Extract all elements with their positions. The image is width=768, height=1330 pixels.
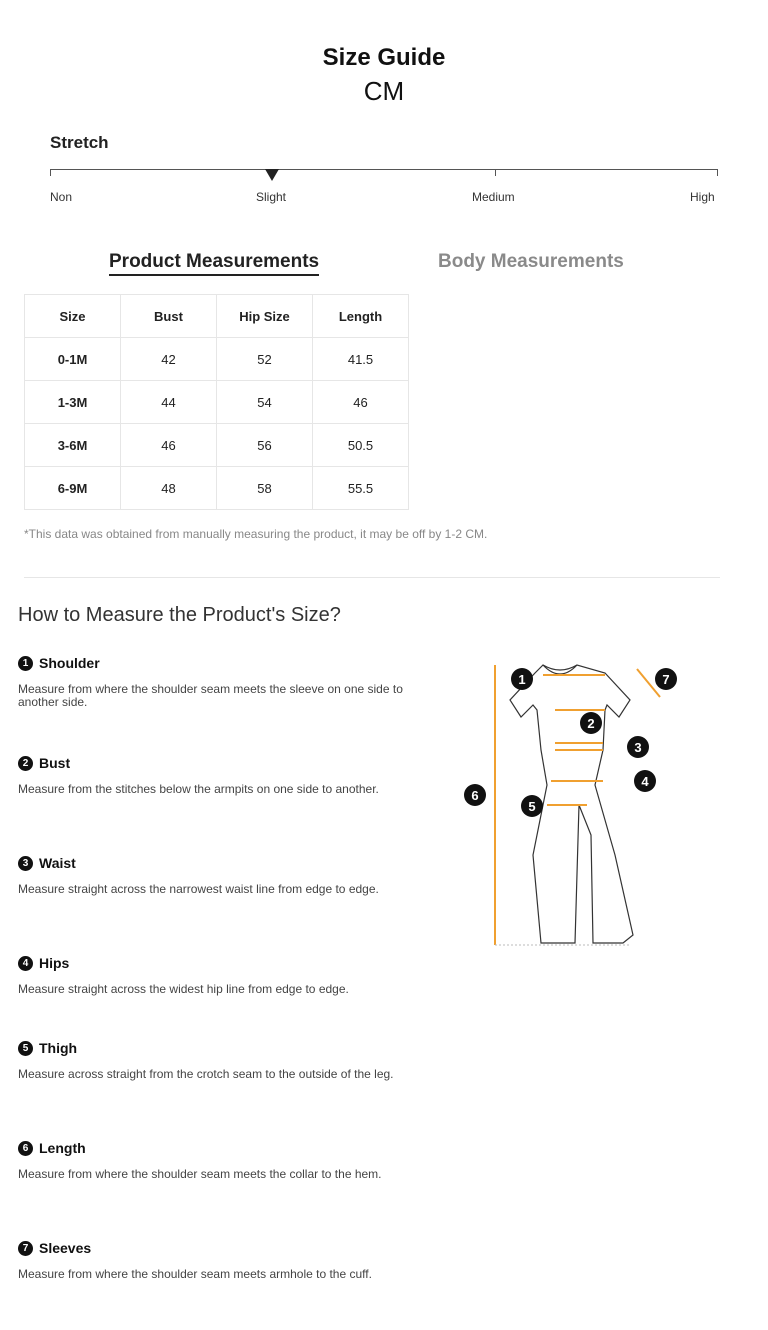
- table-cell: 58: [217, 467, 313, 510]
- diagram-label-2: 2: [587, 716, 595, 731]
- table-row: [25, 381, 409, 424]
- table-header-cell: Bust: [121, 295, 217, 338]
- table-header-cell: Size: [25, 295, 121, 338]
- section-divider: [24, 577, 720, 578]
- size-guide-title: Size Guide: [322, 44, 446, 71]
- table-cell-size: 0-1M: [25, 338, 121, 381]
- table-cell: 44: [121, 381, 217, 424]
- how-to-measure-heading: How to Measure the Product's Size?: [18, 604, 341, 626]
- stretch-level-medium: Medium: [472, 190, 515, 204]
- measure-lines: [495, 665, 660, 945]
- diagram-label-4: 4: [641, 774, 649, 789]
- stretch-selected-marker-icon: [265, 169, 279, 181]
- table-header-cell: Length: [313, 295, 409, 338]
- stretch-level-non: Non: [50, 190, 73, 204]
- measure-name: Bust: [39, 755, 71, 771]
- stretch-scale-line: [50, 169, 718, 170]
- tab-body-measurements[interactable]: Body Measurements: [438, 251, 624, 272]
- table-cell: 46: [313, 381, 409, 424]
- table-header-row: [25, 295, 409, 338]
- measure-description: Measure straight across the widest hip line from edge to edge.: [18, 982, 349, 996]
- diagram-label-6: 6: [471, 788, 479, 803]
- diagram-label-1: 1: [518, 672, 526, 687]
- table-row: [25, 338, 409, 381]
- measure-item-sleeves: [18, 1240, 413, 1281]
- diagram-label-5: 5: [528, 799, 536, 814]
- jumpsuit-measurement-diagram: [455, 655, 685, 955]
- number-1-icon: 1: [18, 656, 33, 671]
- number-2-icon: 2: [18, 756, 33, 771]
- stretch-tick-medium: [495, 169, 496, 176]
- measure-description: Measure from where the shoulder seam meets the sleeve on one side to another side.: [18, 682, 403, 709]
- measure-description: Measure from where the shoulder seam meets the collar to the hem.: [18, 1167, 382, 1181]
- table-cell-size: 3-6M: [25, 424, 121, 467]
- measure-item-bust: [18, 755, 413, 796]
- table-cell: 48: [121, 467, 217, 510]
- diagram-label-3: 3: [634, 740, 642, 755]
- measure-item-thigh: [18, 1040, 413, 1081]
- measure-name: Length: [39, 1140, 86, 1156]
- measure-item-waist: [18, 855, 413, 896]
- number-4-icon: 4: [18, 956, 33, 971]
- measure-description: Measure straight across the narrowest waist line from edge to edge.: [18, 882, 379, 896]
- measure-name: Shoulder: [39, 655, 100, 671]
- stretch-tick-non: [50, 169, 51, 176]
- table-cell: 42: [121, 338, 217, 381]
- measure-item-hips: [18, 955, 413, 996]
- measure-name: Hips: [39, 955, 70, 971]
- table-cell: 54: [217, 381, 313, 424]
- diagram-label-7: 7: [662, 672, 670, 687]
- measure-item-length: [18, 1140, 413, 1181]
- stretch-tick-high: [717, 169, 718, 176]
- number-3-icon: 3: [18, 856, 33, 871]
- table-row: [25, 467, 409, 510]
- table-cell-size: 6-9M: [25, 467, 121, 510]
- table-cell: 55.5: [313, 467, 409, 510]
- measure-name: Waist: [39, 855, 76, 871]
- table-cell: 56: [217, 424, 313, 467]
- measure-description: Measure from where the shoulder seam meets armhole to the cuff.: [18, 1267, 372, 1281]
- table-cell: 50.5: [313, 424, 409, 467]
- measure-name: Sleeves: [39, 1240, 92, 1256]
- tab-product-measurements[interactable]: Product Measurements: [109, 251, 319, 276]
- table-header-cell: Hip Size: [217, 295, 313, 338]
- measurement-disclaimer: *This data was obtained from manually measuring the product, it may be off by 1-2 CM.: [24, 527, 488, 541]
- stretch-level-high: High: [690, 190, 715, 204]
- size-table: [24, 294, 409, 510]
- stretch-label: Stretch: [50, 133, 109, 152]
- table-cell: 46: [121, 424, 217, 467]
- measure-item-shoulder: [18, 655, 413, 709]
- table-cell: 52: [217, 338, 313, 381]
- table-row: [25, 424, 409, 467]
- table-cell-size: 1-3M: [25, 381, 121, 424]
- number-7-icon: 7: [18, 1241, 33, 1256]
- number-6-icon: 6: [18, 1141, 33, 1156]
- measure-description: Measure from the stitches below the armpits on one side to another.: [18, 782, 379, 796]
- number-5-icon: 5: [18, 1041, 33, 1056]
- unit-label: CM: [363, 76, 405, 106]
- table-cell: 41.5: [313, 338, 409, 381]
- measure-name: Thigh: [39, 1040, 78, 1056]
- measure-description: Measure across straight from the crotch seam to the outside of the leg.: [18, 1067, 394, 1081]
- stretch-level-slight: Slight: [256, 190, 287, 204]
